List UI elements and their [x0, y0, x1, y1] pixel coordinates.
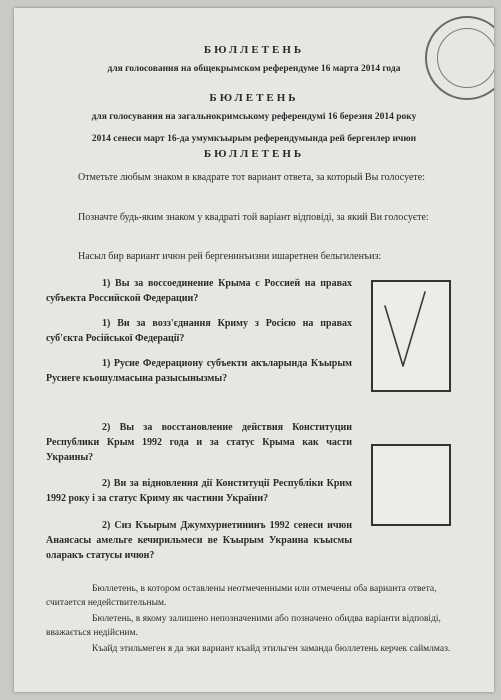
title-crh: БЮЛЛЕТЕНЬ: [203, 148, 305, 160]
stamp-inner-ring: [437, 28, 494, 88]
instruction-uk: Позначте будь-яким знаком у квадраті той варіант відповіді, за який Ви голосуєте:: [78, 212, 429, 223]
checkmark-icon: [373, 282, 449, 390]
ballot-sheet: [14, 8, 494, 692]
subtitle-ru: для голосования на общекрымском референдуме 16 марта 2014 года: [107, 64, 401, 74]
note-ru: Бюллетень, в котором оставлены неотмеченными или отмечены оба варианта ответа, считается недействительным.: [46, 584, 437, 608]
question2-ru: 2) Вы за восстановление действия Конституции Республики Крым 1992 года и за статус Крыма как части Украины?: [46, 422, 352, 463]
subtitle-crh: 2014 сенеси март 16-да умумкъырым референдумында рей бергенлер ичюн: [91, 134, 417, 144]
subtitle-uk: для голосування на загальнокримському референдумі 16 березня 2014 року: [91, 112, 417, 122]
instruction-ru: Отметьте любым знаком в квадрате тот вариант ответа, за который Вы голосуете:: [78, 172, 425, 183]
question2-crh: 2) Сиз Къырым Джумхуриетининъ 1992 сенеси ичюн Анаясасы амельге кечирильмеси ве Къырым Украина къысмы оларакъ статусы ичюн?: [46, 520, 352, 561]
option2-checkbox[interactable]: [371, 444, 451, 526]
question2-uk: 2) Ви за відновлення дії Конституції Республіки Крим 1992 року і за статус Криму як частини України?: [46, 478, 352, 504]
title-ru: БЮЛЛЕТЕНЬ: [203, 44, 305, 56]
title-uk: БЮЛЕТЕНЬ: [209, 92, 299, 104]
question1-ru: 1) Вы за воссоединение Крыма с Россией на правах субъекта Российской Федерации?: [46, 278, 352, 304]
official-stamp: [425, 16, 494, 100]
instruction-crh: Насыл бир вариант ичюн рей бергенинъизни ишаретнен бельгиленъиз:: [78, 251, 382, 262]
note-uk: Бюлетень, в якому залишено непозначеними або позначено обидва варіанти відповіді, вважається недійсним.: [46, 614, 441, 638]
question1-crh: 1) Русие Федерациону субъекти акъларында Къырым Русиеге къошулмасына разысынызмы?: [46, 358, 352, 384]
question1-uk: 1) Ви за возз'єднання Криму з Росією на правах суб'єкта Російської Федерації?: [46, 318, 352, 344]
option1-checkbox[interactable]: [371, 280, 451, 392]
note-crh: Къайд этильмеген я да эки вариант къайд этильген заманда бюллетень керчек саймлмаз.: [92, 644, 451, 654]
